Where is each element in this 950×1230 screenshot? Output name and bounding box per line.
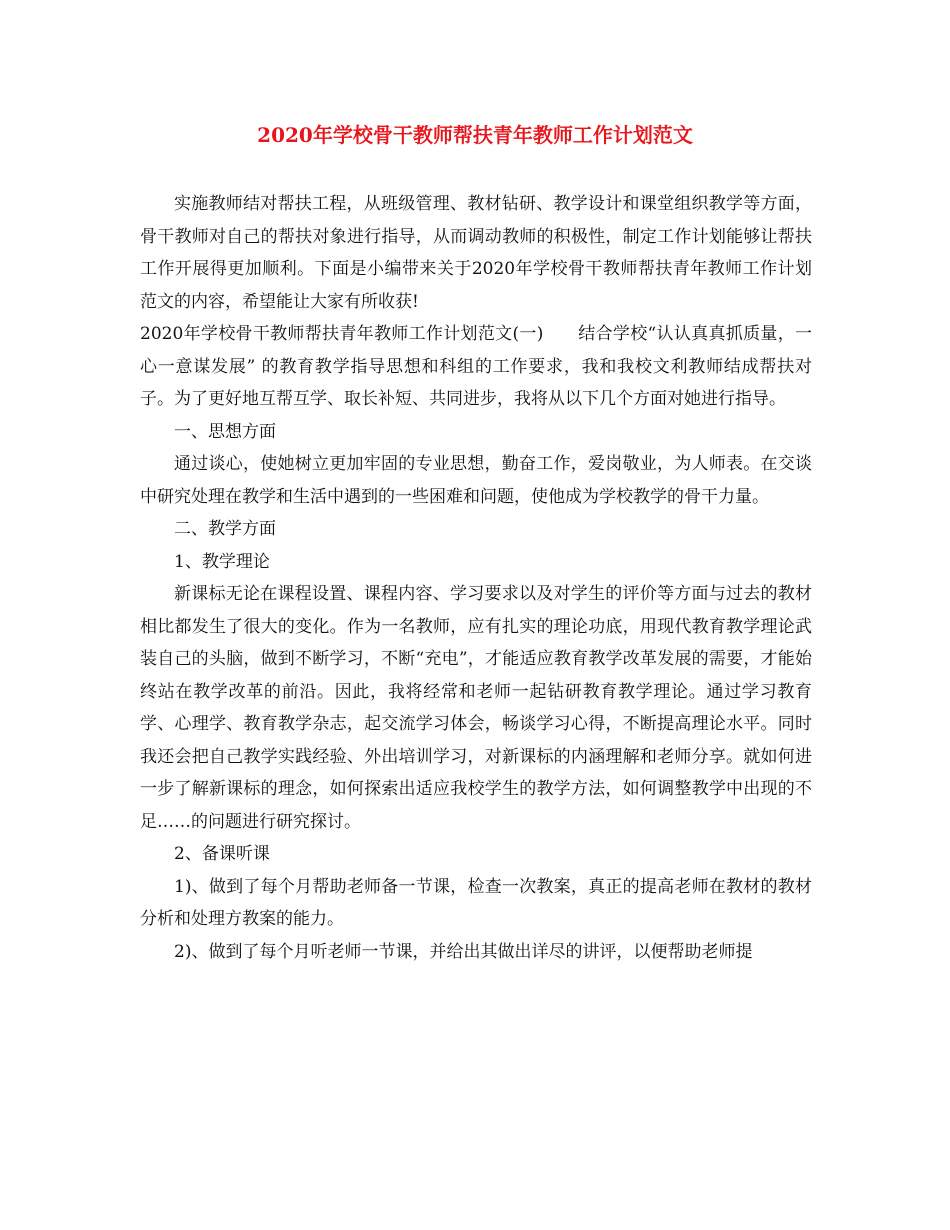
heading-teaching: 二、教学方面	[174, 519, 276, 539]
paragraph-thought: 通过谈心，使她树立更加牢固的专业思想，勤奋工作，爱岗敬业，为人师表。在交谈中研究处理在教学和生活中遇到的一些困难和问题，使他成为学校教学的骨干力量。	[140, 454, 812, 507]
paragraph-lesson-prep-1: 1)、做到了每个月帮助老师备一节课，检查一次教案，真正的提高老师在教材的教材分析和处理方教案的能力。	[140, 876, 812, 929]
document-body	[140, 188, 812, 968]
paragraph-teaching-theory: 新课标无论在课程设置、课程内容、学习要求以及对学生的评价等方面与过去的教材相比都发生了很大的变化。作为一名教师，应有扎实的理论功底，用现代教育教学理论武装自己的头脑，做到不断学习，不断“充电”，才能适应教育教学改革发展的需要，才能始终站在教学改革的前沿。因此，我将经常和老师一起钻研教育教学理论。通过学习教育学、心理学、教育教学杂志，起交流学习体会，畅谈学习心得，不断提高理论水平。同时我还会把自己教学实践经验、外出培训学习，对新课标的内涵理解和老师分享。就如何进一步了解新课标的理念，如何探索出适应我校学生的教学方法，如何调整教学中出现的不足……的问题进行研究探讨。	[140, 584, 812, 832]
heading-teaching-theory: 1、教学理论	[174, 551, 270, 572]
paragraph-lesson-prep-2: 2)、做到了每个月听老师一节课，并给出其做出详尽的讲评，以便帮助老师提	[174, 941, 753, 962]
heading-thought: 一、思想方面	[174, 421, 276, 442]
paragraph-plan-one: 2020年学校骨干教师帮扶青年教师工作计划范文(一) 结合学校“认认真真抓质量，一心一意谋发展” 的教育教学指导思想和科组的工作要求，我和我校文利教师结成帮扶对子。为了更好地互帮互学、取长补短、共同进步，我将从以下几个方面对她进行指导。	[140, 324, 812, 409]
heading-lesson-prep: 2、备课听课	[174, 844, 270, 864]
document-title: 2020年学校骨干教师帮扶青年教师工作计划范文	[257, 123, 693, 147]
paragraph-intro: 实施教师结对帮扶工程，从班级管理、教材钻研、教学设计和课堂组织教学等方面，骨干教师对自己的帮扶对象进行指导，从而调动教师的积极性，制定工作计划能够让帮扶工作开展得更加顺利。下面是小编带来关于2020年学校骨干教师帮扶青年教师工作计划范文的内容，希望能让大家有所收获!	[140, 194, 812, 312]
